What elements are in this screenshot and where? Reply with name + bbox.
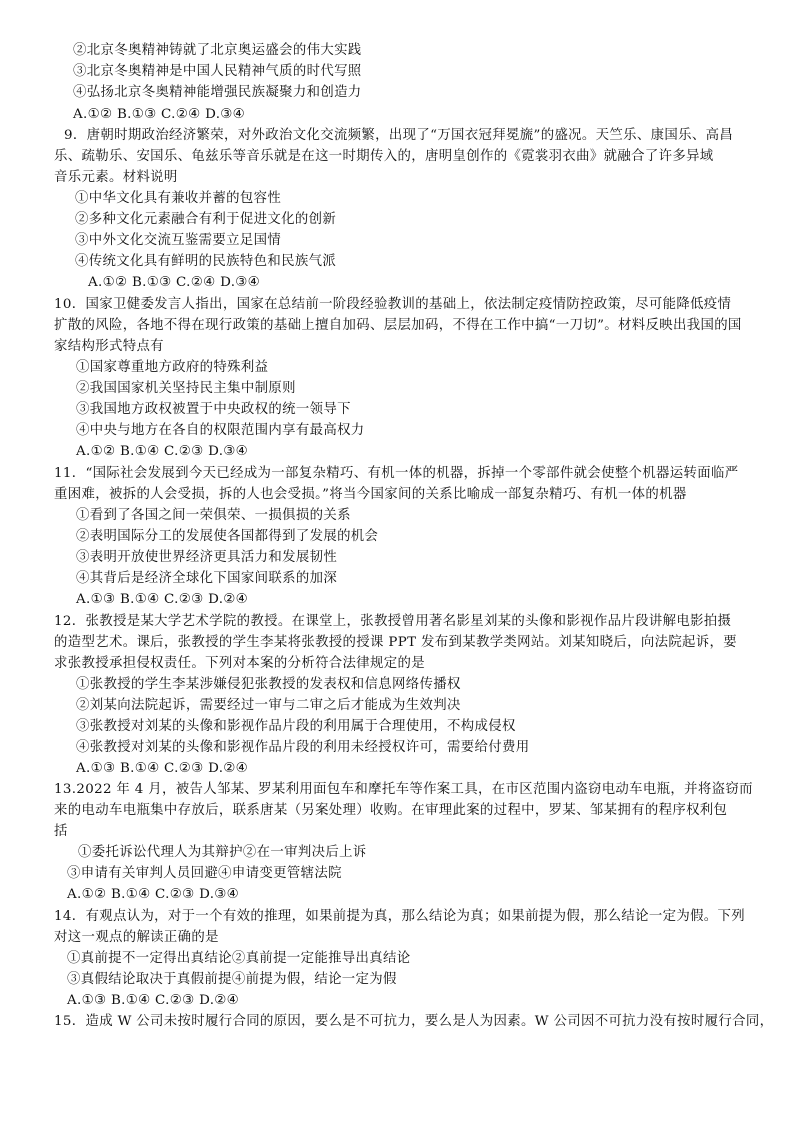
- text-line: ④弘扬北京冬奥精神能增强民族凝聚力和创造力: [73, 85, 362, 100]
- text-line: 15．造成 W 公司未按时履行合同的原因，要么是不可抗力，要么是人为因素。W 公司因不可抗力没有按时履行合同，: [54, 1014, 774, 1029]
- text-line: A.①③ B.①④ C.②③ D.②④: [76, 761, 249, 776]
- text-line: A.①② B.①③ C.②④ D.③④: [73, 107, 246, 122]
- text-line: 13.2022 年 4 月，被告人邹某、罗某利用面包车和摩托车等作案工具，在市区范围内盗窃电动车电瓶，并将盗窃而: [54, 782, 753, 797]
- text-line: ③真假结论取决于真假前提④前提为假，结论一定为假: [67, 972, 397, 987]
- text-line: ④张教授对刘某的头像和影视作品片段的利用未经授权许可，需要给付费用: [76, 740, 530, 755]
- text-line: 乐、疏勒乐、安国乐、龟兹乐等音乐就是在这一时期传入的，唐明皇创作的《霓裳羽衣曲》就融合了许多异域: [54, 149, 714, 164]
- text-line: A.①③ B.①④ C.②③ D.②④: [76, 592, 249, 607]
- text-line: A.①② B.①③ C.②④ D.③④: [88, 275, 261, 290]
- text-line: ②表明国际分工的发展使各国都得到了发展的机会: [76, 529, 379, 544]
- text-line: ④中央与地方在各自的权限范围内享有最高权力: [76, 423, 365, 438]
- text-line: ①中华文化具有兼收并蓄的包容性: [75, 191, 282, 206]
- text-line: 音乐元素。材料说明: [54, 170, 178, 185]
- text-line: ④传统文化具有鲜明的民族特色和民族气派: [75, 254, 337, 269]
- text-line: ②我国国家机关坚持民主集中制原则: [76, 381, 296, 396]
- text-line: 括: [54, 824, 68, 839]
- text-line: ②多种文化元素融合有利于促进文化的创新: [75, 212, 337, 227]
- text-line: ①看到了各国之间一荣俱荣、一损俱损的关系: [76, 508, 351, 523]
- text-line: 对这一观点的解读正确的是: [54, 930, 219, 945]
- text-line: ①真前提不一定得出真结论②真前提一定能推导出真结论: [67, 951, 411, 966]
- text-line: 来的电动车电瓶集中存放后，联系唐某（另案处理）收购。在审理此案的过程中，罗某、邹某拥有的程序权利包: [54, 803, 728, 818]
- text-line: 10．国家卫健委发言人指出，国家在总结前一阶段经验教训的基础上，依法制定疫情防控政策，尽可能降低疫情: [54, 297, 732, 312]
- text-line: 12．张教授是某大学艺术学院的教授。在课堂上，张教授曾用著名影星刘某的头像和影视作品片段讲解电影拍摄: [54, 614, 732, 629]
- text-line: ②北京冬奥精神铸就了北京奥运盛会的伟大实践: [73, 43, 362, 58]
- text-line: 扩散的风险，各地不得在现行政策的基础上擅自加码、层层加码，不得在工作中搞“一刀切”。材料反映出我国的国: [54, 318, 742, 333]
- text-line: 求张教授承担侵权责任。下列对本案的分析符合法律规定的是: [54, 656, 425, 671]
- text-line: ③表明开放使世界经济更具活力和发展韧性: [76, 550, 338, 565]
- text-line: 11．“国际社会发展到今天已经成为一部复杂精巧、有机一体的机器，拆掉一个零部件就会使整个机器运转面临严: [54, 466, 739, 481]
- text-line: 14．有观点认为，对于一个有效的推理，如果前提为真，那么结论为真；如果前提为假，那么结论一定为假。下列: [54, 909, 746, 924]
- text-line: ①委托诉讼代理人为其辩护②在一审判决后上诉: [78, 845, 367, 860]
- text-line: A.①② B.①④ C.②③ D.③④: [67, 887, 240, 902]
- text-line: ④其背后是经济全球化下国家间联系的加深: [76, 571, 338, 586]
- text-line: A.①② B.①④ C.②③ D.③④: [76, 444, 249, 459]
- text-line: 重困难，被拆的人会受损，拆的人也会受损。”将当今国家间的关系比喻成一部复杂精巧、有机一体的机器: [54, 487, 687, 502]
- text-line: ②刘某向法院起诉，需要经过一审与二审之后才能成为生效判决: [76, 698, 461, 713]
- text-line: ③申请有关审判人员回避④申请变更管辖法院: [67, 866, 342, 881]
- text-line: ③北京冬奥精神是中国人民精神气质的时代写照: [73, 64, 362, 79]
- text-line: ③中外文化交流互鉴需要立足国情: [75, 233, 282, 248]
- text-line: ③我国地方政权被置于中央政权的统一领导下: [76, 402, 351, 417]
- text-line: ①张教授的学生李某涉嫌侵犯张教授的发表权和信息网络传播权: [76, 677, 461, 692]
- text-line: ①国家尊重地方政府的特殊利益: [76, 360, 269, 375]
- text-line: 的造型艺术。课后，张教授的学生李某将张教授的授课 PPT 发布到某教学类网站。刘某知晓后，向法院起诉，要: [54, 635, 738, 650]
- text-line: ③张教授对刘某的头像和影视作品片段的利用属于合理使用，不构成侵权: [76, 719, 516, 734]
- text-line: 家结构形式特点有: [54, 339, 164, 354]
- text-line: 9．唐朝时期政治经济繁荣，对外政治文化交流频繁，出现了“万国衣冠拜冕旒”的盛况。天竺乐、康国乐、高昌: [64, 128, 734, 143]
- text-line: A.①③ B.①④ C.②③ D.②④: [67, 993, 240, 1008]
